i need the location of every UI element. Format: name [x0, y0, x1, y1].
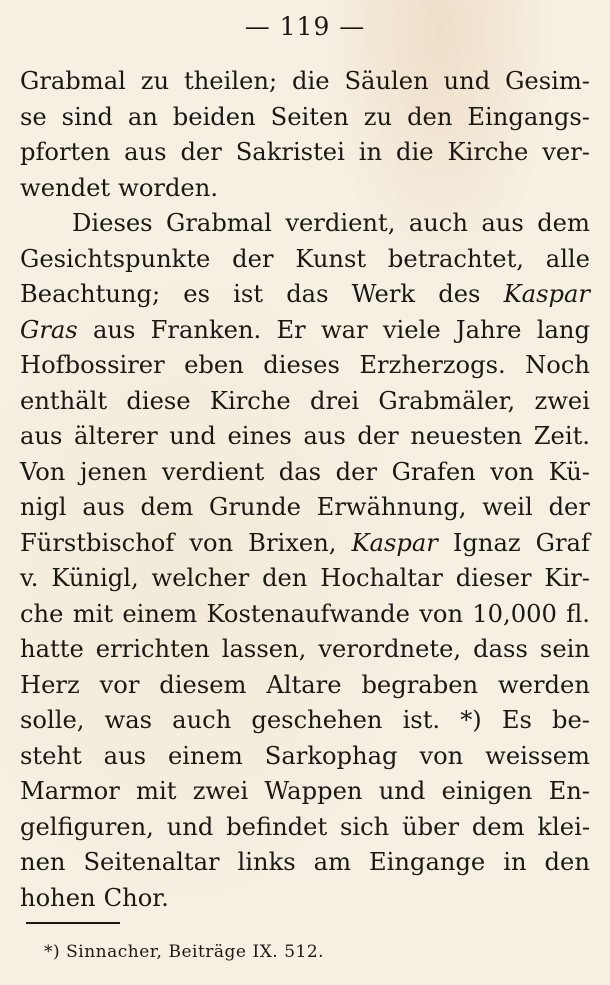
word: einem	[167, 741, 243, 770]
word: links	[237, 848, 296, 876]
word: der	[357, 422, 399, 450]
word: lang	[536, 315, 590, 344]
word: jenen	[79, 457, 148, 486]
word: *)	[460, 706, 482, 734]
word: und	[443, 67, 491, 95]
word: Eingangs-	[467, 102, 590, 131]
word: mit	[72, 599, 114, 628]
word: der	[548, 493, 590, 521]
word: die	[292, 67, 330, 95]
word: einigen	[441, 777, 533, 805]
word: aus	[92, 315, 136, 344]
footnote-rule	[26, 922, 120, 924]
word: ver-	[542, 138, 590, 166]
word: Zeit.	[533, 422, 590, 450]
word: Ignaz	[452, 528, 521, 557]
text-line	[20, 135, 590, 171]
word: am	[313, 848, 352, 876]
word: das	[278, 457, 322, 486]
word: weissem	[485, 741, 590, 770]
word: den	[407, 102, 453, 131]
text-line	[20, 845, 590, 881]
word: was	[104, 706, 153, 734]
word: in	[358, 138, 383, 166]
word: Hochaltar	[320, 564, 443, 592]
word: eben	[184, 351, 244, 379]
word: betrachtet,	[387, 244, 524, 273]
word: fl.	[566, 599, 590, 628]
word: Von	[20, 457, 66, 486]
word: Brixen,	[248, 528, 337, 557]
page-number: — 119 —	[244, 12, 366, 41]
word: theilen;	[184, 67, 278, 95]
word: aus	[20, 422, 63, 450]
word: Grafen	[391, 457, 476, 486]
word: Seiten	[270, 102, 349, 131]
word: Grabmal	[20, 67, 126, 95]
word: solle,	[20, 706, 85, 734]
footnote	[44, 942, 324, 962]
word: Kostenaufwande	[206, 599, 410, 628]
word: von	[419, 741, 464, 770]
word: werden	[497, 670, 590, 699]
word: dem	[537, 209, 590, 237]
word: der	[180, 138, 222, 166]
text-line	[20, 561, 590, 597]
word: dieses	[263, 351, 340, 379]
word: dass	[473, 635, 528, 663]
word: begraben	[361, 670, 479, 699]
word: Marmor	[20, 777, 120, 805]
word: dem	[471, 812, 525, 841]
word: Franken.	[150, 315, 262, 344]
word: aus	[481, 209, 524, 237]
word: alle	[545, 244, 590, 273]
word: Noch	[525, 351, 590, 379]
word: Graf	[535, 528, 590, 557]
word: Kaspar	[351, 528, 438, 557]
word: befindet	[226, 812, 328, 841]
text-line	[20, 774, 590, 810]
word: zu	[363, 102, 393, 131]
word: enthält	[20, 386, 108, 415]
word: ist	[233, 280, 264, 308]
word: Dieses	[72, 209, 153, 237]
word: be-	[551, 706, 590, 734]
word: Kü-	[548, 457, 590, 486]
word: Wappen	[264, 777, 363, 805]
word: 10,000	[472, 599, 557, 628]
word: hohen	[20, 883, 96, 912]
word: Künigl,	[51, 564, 139, 592]
word: neuesten	[410, 422, 523, 450]
word: Erzherzogs.	[359, 351, 506, 379]
word: Beachtung;	[20, 280, 161, 308]
text-line	[20, 490, 590, 526]
word: geschehen	[251, 706, 383, 734]
word: diese	[126, 386, 191, 415]
text-line	[20, 668, 590, 704]
word: Fürstbischof	[20, 528, 175, 557]
word: Eingange	[369, 848, 486, 876]
word: zwei	[534, 386, 590, 415]
word: Kir-	[544, 564, 590, 592]
word: Kaspar	[503, 280, 590, 308]
word: aus	[124, 138, 167, 166]
word: in	[503, 848, 527, 876]
word: verordnete,	[318, 635, 462, 663]
word: viele	[382, 315, 441, 344]
word: und	[378, 777, 426, 805]
word: des	[438, 280, 481, 308]
word: Gras	[20, 315, 78, 344]
word: Grunde	[209, 493, 301, 521]
word: Sarkophag	[264, 741, 398, 770]
word: sind	[61, 102, 113, 131]
word: von	[189, 528, 234, 557]
word: ist.	[402, 706, 441, 734]
word: Kirche	[209, 386, 291, 415]
word: lassen,	[221, 635, 307, 663]
word: se	[20, 102, 47, 131]
text-line	[20, 632, 590, 668]
text-line	[20, 455, 590, 491]
text-line	[20, 597, 590, 633]
word: Es	[501, 706, 532, 734]
word: eines	[227, 422, 292, 450]
word: war	[320, 315, 368, 344]
word: Seitenaltar	[83, 848, 220, 876]
word: nen	[20, 848, 66, 876]
word: aus	[103, 741, 147, 770]
word: Grabmäler,	[378, 386, 516, 415]
word: es	[183, 280, 211, 308]
word: aus	[303, 422, 346, 450]
text-line	[20, 881, 590, 917]
word: steht	[20, 741, 82, 770]
text-line	[20, 348, 590, 384]
word: dem	[140, 493, 194, 521]
word: zu	[140, 67, 170, 95]
text-line	[20, 810, 590, 846]
word: und	[169, 422, 216, 450]
word: Chor.	[103, 883, 169, 912]
word: der	[232, 244, 274, 273]
word: verdient	[161, 457, 265, 486]
word: Erwähnung,	[316, 493, 467, 521]
word: nigl	[20, 493, 67, 521]
text-line	[20, 739, 590, 775]
word: aus	[82, 493, 125, 521]
word: Herz	[20, 670, 80, 699]
text-line	[20, 242, 590, 278]
footnote-word: 512.	[284, 942, 325, 962]
word: v.	[20, 564, 39, 592]
word: klei-	[537, 812, 590, 841]
word: vor	[99, 670, 140, 699]
word: sich	[339, 812, 390, 841]
text-line	[20, 384, 590, 420]
word: Jahre	[455, 315, 522, 344]
word: an	[127, 102, 158, 131]
word: auch	[408, 209, 468, 237]
word: Altare	[266, 670, 342, 699]
word: und	[166, 812, 214, 841]
word: diesem	[159, 670, 247, 699]
text-line	[20, 171, 590, 207]
word: auch	[172, 706, 232, 734]
word: Gesim-	[505, 67, 590, 95]
text-line	[20, 526, 590, 562]
word: Kunst	[295, 244, 367, 273]
word: En-	[548, 777, 590, 805]
word: den	[262, 564, 308, 592]
word: Grabmal	[166, 209, 272, 237]
footnote-word: *)	[44, 942, 61, 962]
word: Werk	[351, 280, 416, 308]
word: Hofbossirer	[20, 351, 165, 379]
word: weil	[482, 493, 533, 521]
footnote-word: Sinnacher,	[66, 942, 163, 962]
word: einem	[122, 599, 198, 628]
word: älterer	[74, 422, 158, 450]
word: der	[335, 457, 378, 486]
word: hatte	[20, 635, 84, 663]
word: errichten	[95, 635, 210, 663]
paragraph	[20, 64, 590, 206]
word: sein	[539, 635, 590, 663]
text-line	[20, 64, 590, 100]
footnote-word: IX.	[252, 942, 279, 962]
word: worden.	[118, 173, 219, 202]
word: gelfiguren,	[20, 812, 154, 841]
word: von	[490, 457, 535, 486]
word: wendet	[20, 173, 111, 202]
word: welcher	[151, 564, 250, 592]
word: beiden	[172, 102, 256, 131]
word: von	[419, 599, 464, 628]
word: die	[396, 138, 434, 166]
text-line	[20, 100, 590, 136]
word: verdient,	[285, 209, 396, 237]
word: das	[286, 280, 329, 308]
paragraph	[20, 206, 590, 916]
text-line	[20, 703, 590, 739]
footnote-word: Beiträge	[168, 942, 247, 962]
word: che	[20, 599, 64, 628]
text-line	[20, 206, 590, 242]
word: zwei	[192, 777, 249, 805]
text-line	[20, 313, 590, 349]
word: Gesichtspunkte	[20, 244, 211, 273]
word: mit	[136, 777, 177, 805]
word: Säulen	[344, 67, 429, 95]
word: Er	[276, 315, 306, 344]
word: pforten	[20, 138, 111, 166]
body-text	[20, 64, 590, 916]
word: drei	[310, 386, 360, 415]
word: dieser	[455, 564, 532, 592]
word: den	[544, 848, 590, 876]
word: Sakristei	[235, 138, 345, 166]
word: über	[402, 812, 460, 841]
text-line	[20, 419, 590, 455]
text-line	[20, 277, 590, 313]
word: Kirche	[447, 138, 529, 166]
